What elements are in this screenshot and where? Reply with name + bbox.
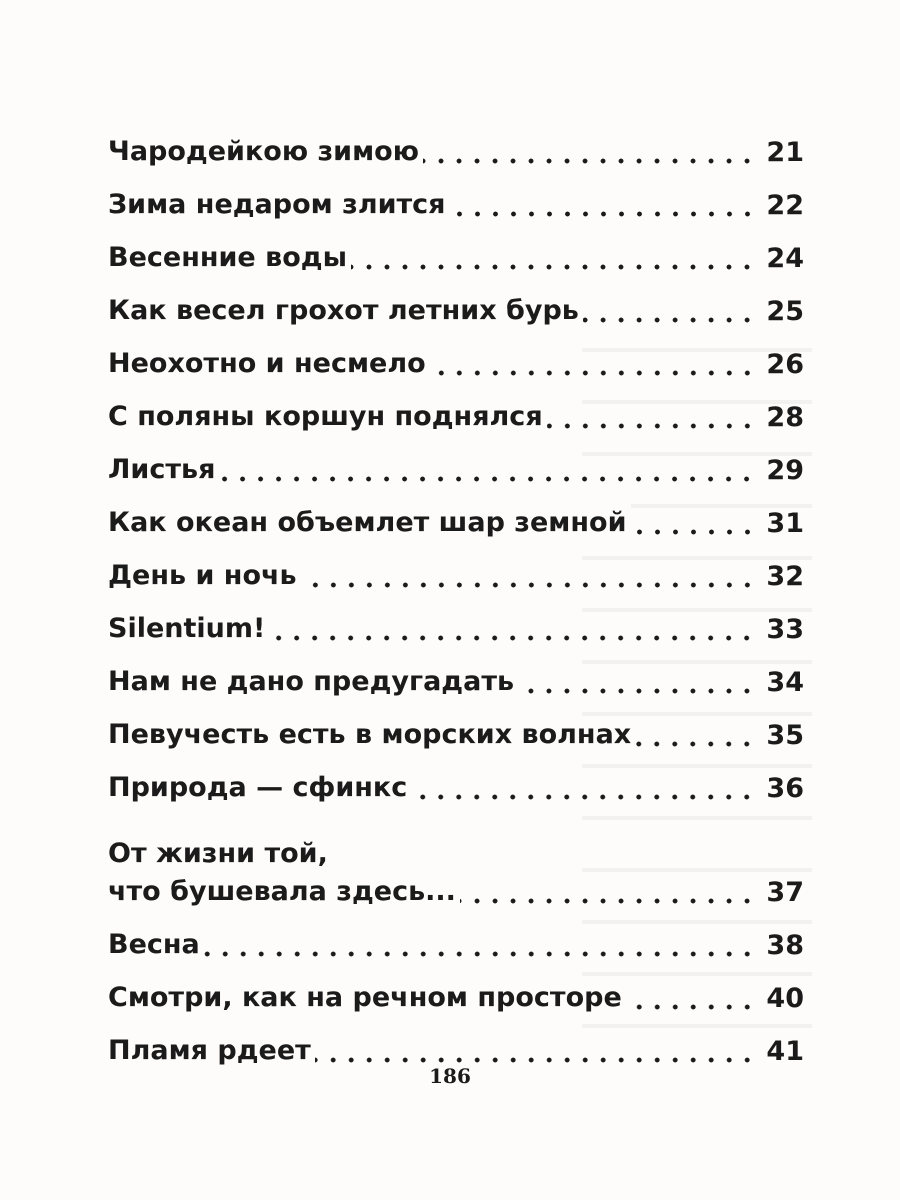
toc-entry-title: Природа — сфинкс (108, 769, 411, 807)
toc-entry-title: С поляны коршун поднялся (108, 398, 547, 436)
toc-entry-page: 24 (766, 243, 804, 274)
dot-leader (301, 561, 756, 589)
toc-entry-page: 28 (766, 402, 804, 433)
toc-entry-page: 29 (766, 455, 804, 486)
toc-entry-title: Весна (108, 926, 204, 964)
toc-entry-page: 36 (766, 773, 804, 804)
toc-entry-page: 35 (766, 720, 804, 751)
toc-entry-page: 25 (766, 296, 804, 327)
toc-entry-title: Весенние воды (108, 239, 351, 277)
toc-entry (108, 964, 804, 1017)
dot-leader (583, 296, 756, 324)
dot-leader (547, 402, 756, 430)
dot-leader (411, 773, 756, 801)
toc-entry-page: 26 (766, 349, 804, 380)
toc-entry (108, 330, 804, 383)
toc-entry (108, 277, 804, 330)
toc-entry-title: Как океан объемлет шар земной (108, 504, 631, 542)
dot-leader (423, 137, 756, 165)
toc-entry (108, 118, 804, 171)
dot-leader (518, 667, 756, 695)
toc-entry-title: Нам не дано предугадать (108, 663, 518, 701)
toc-entry-page: 40 (766, 983, 804, 1014)
dot-leader (204, 930, 756, 958)
toc-entry-page: 34 (766, 667, 804, 698)
dot-leader (351, 243, 756, 271)
toc-entry (108, 911, 804, 964)
toc-entry-title: Зима недаром злится (108, 186, 450, 224)
toc-entry-page: 32 (766, 561, 804, 592)
toc-entry-title: Как весел грохот летних бурь (108, 292, 583, 330)
toc-entry (108, 224, 804, 277)
toc-entry (108, 754, 804, 807)
toc-entry (108, 701, 804, 754)
dot-leader (315, 1036, 756, 1064)
toc-entry (108, 595, 804, 648)
toc-entry-page: 37 (766, 877, 804, 908)
toc-entry-page: 33 (766, 614, 804, 645)
toc-entry (108, 648, 804, 701)
toc-entry (108, 383, 804, 436)
toc-entry-page: 41 (766, 1036, 804, 1067)
toc-entry-page: 38 (766, 930, 804, 961)
toc-entry (108, 436, 804, 489)
page-number: 186 (429, 1064, 471, 1088)
toc-entry-title: Пламя рдеет (108, 1032, 315, 1070)
toc-entry-page: 22 (766, 190, 804, 221)
toc-entry-title: Чародейкою зимою (108, 133, 423, 171)
dot-leader (430, 349, 756, 377)
toc-entry-page: 31 (766, 508, 804, 539)
table-of-contents (108, 118, 804, 1070)
toc-entry (108, 1017, 804, 1070)
dot-leader (635, 720, 756, 748)
toc-entry-page: 21 (766, 137, 804, 168)
toc-entry-title: От жизни той, что бушевала здесь... (108, 835, 460, 911)
dot-leader (631, 508, 757, 536)
dot-leader (626, 983, 756, 1011)
toc-entry-title: День и ночь (108, 557, 301, 595)
toc-entry-title: Silentium! (108, 610, 269, 648)
toc-entry-title: Листья (108, 451, 219, 489)
toc-entry-title: Смотри, как на речном просторе (108, 979, 626, 1017)
toc-entry (108, 489, 804, 542)
dot-leader (219, 455, 756, 483)
dot-leader (269, 614, 756, 642)
toc-entry (108, 542, 804, 595)
toc-entry (108, 807, 804, 911)
toc-entry-title: Неохотно и несмело (108, 345, 430, 383)
toc-entry (108, 171, 804, 224)
dot-leader (450, 190, 757, 218)
toc-entry-title: Певучесть есть в морских волнах (108, 716, 635, 754)
dot-leader (460, 877, 756, 905)
